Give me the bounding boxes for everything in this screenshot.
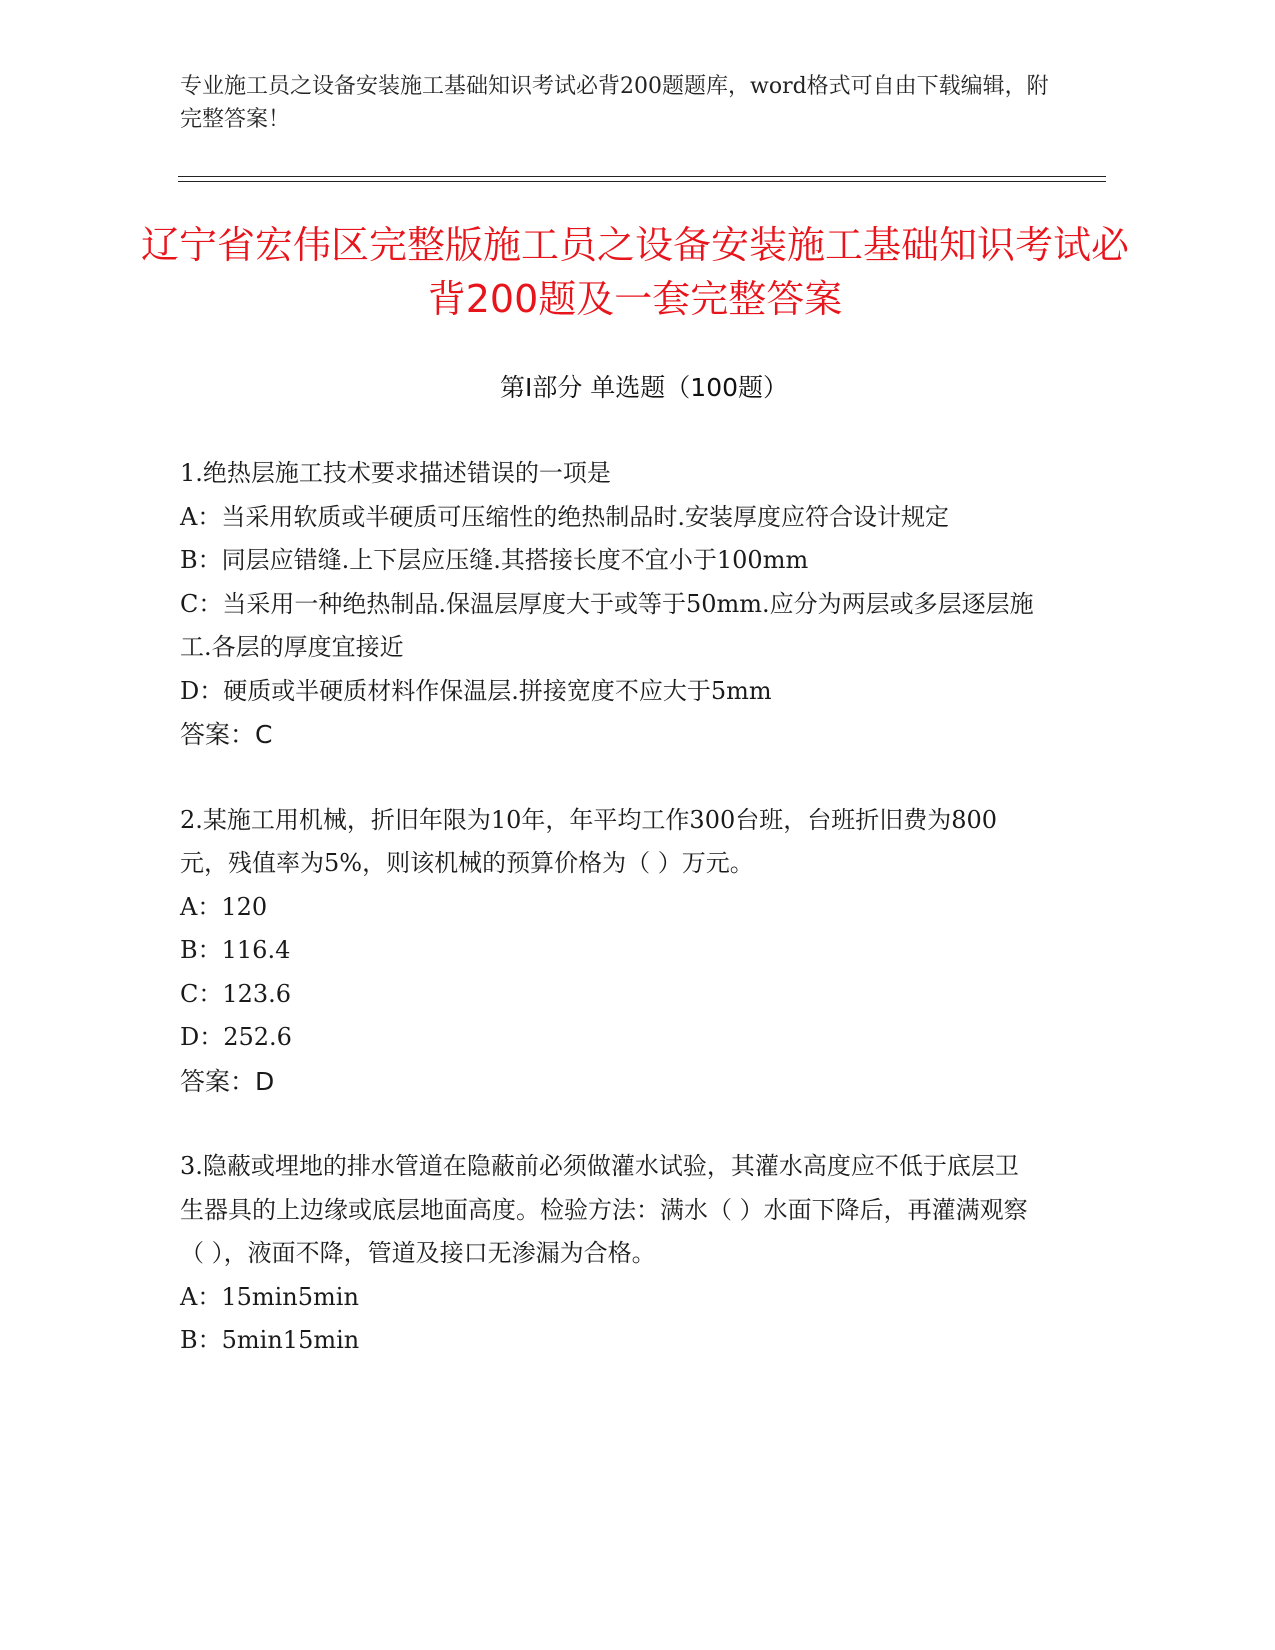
answer: 答案：C	[180, 720, 273, 749]
question-stem: 2.某施工用机械，折旧年限为10年，年平均工作300台班，台班折旧费为800元，残值率为5%，则该机械的预算价格为（ ）万元。	[180, 805, 998, 877]
question-2	[180, 799, 1040, 1104]
question-stem: 3.隐蔽或埋地的排水管道在隐蔽前必须做灌水试验，其灌水高度应不低于底层卫生器具的上边缘或底层地面高度。检验方法：满水（ ）水面下降后，再灌满观察（ ），液面不降，管道及接口无渗漏为合格。	[180, 1152, 1028, 1267]
answer: 答案：D	[180, 1066, 275, 1096]
document-title: 辽宁省宏伟区完整版施工员之设备安装施工基础知识考试必背200题及一套完整答案	[140, 223, 1129, 321]
section-title: 第Ⅰ部分 单选题（100题）	[499, 373, 789, 402]
option-c: C：当采用一种绝热制品.保温层厚度大于或等于50mm.应分为两层或多层逐层施工.各层的厚度宜接近	[180, 589, 1034, 661]
option-d: D：252.6	[180, 1023, 292, 1051]
option-d: D：硬质或半硬质材料作保温层.拼接宽度不应大于5mm	[180, 676, 772, 705]
option-a: A：15min5min	[180, 1282, 359, 1311]
question-list	[180, 452, 1040, 1405]
option-b: B：同层应错缝.上下层应压缝.其搭接长度不宜小于100mm	[180, 546, 809, 574]
option-b: B：116.4	[180, 936, 291, 964]
question-stem: 1.绝热层施工技术要求描述错误的一项是	[180, 459, 611, 487]
option-c: C：123.6	[180, 979, 292, 1008]
header-divider	[178, 176, 1106, 182]
header-note: 专业施工员之设备安装施工基础知识考试必背200题题库，word格式可自由下载编辑，附完整答案！	[180, 74, 1049, 132]
option-a: A：当采用软质或半硬质可压缩性的绝热制品时.安装厚度应符合设计规定	[180, 502, 949, 531]
question-3	[180, 1145, 1040, 1363]
option-a: A：120	[180, 892, 268, 921]
option-b: B：5min15min	[180, 1326, 360, 1354]
question-1	[180, 452, 1040, 757]
